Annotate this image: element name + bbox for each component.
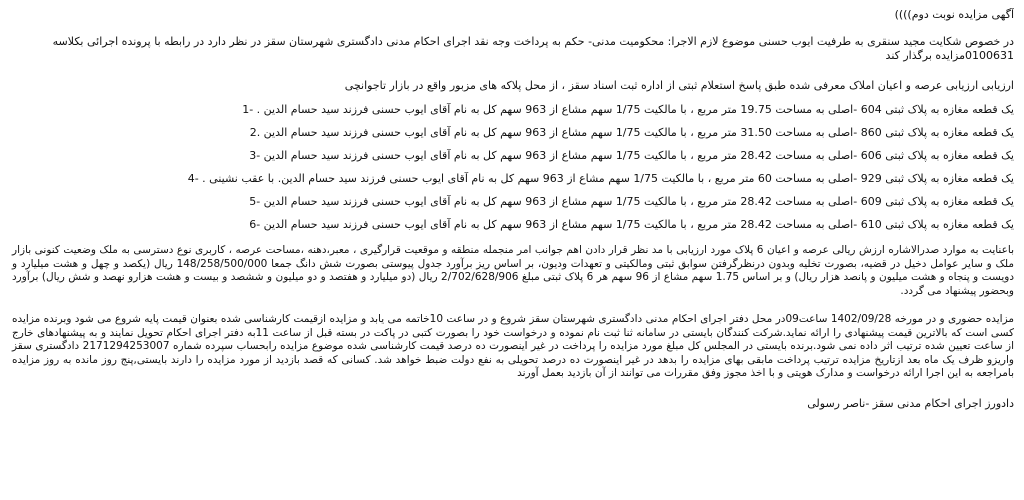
list-item: یک قطعه مغازه به پلاک ثبتی 610 -اصلی به مساحت 28.42 متر مربع ، با مالکیت 1/75 سهم مشاع از 963 سهم کل به نام آقای ایوب حسنی فرزند سید حسام الدین -6	[249, 218, 1014, 231]
list-item: یک قطعه مغازه به پلاک ثبتی 604 -اصلی به مساحت 19.75 متر مربع ، با مالکیت 1/75 سهم مشاع از 963 سهم کل به نام آقای ایوب حسنی فرزند سید حسام الدین . -1	[242, 103, 1014, 116]
auction-terms-paragraph: مزایده حضوری و در مورخه 1402/09/28 ساعت09در محل دفتر اجرای احکام مدنی دادگستری شهرستان سقز شروع و در ساعت 10خاتمه می یابد و مزایده ازقیمت کارشناسی شده بعنوان قیمت پایه شروع می شود وبرنده مزایده کسی است که بالاترین قیمت پیشنهادی را ارائه نماید.شرکت کنندگان بایستی در سامانه ثنا ثبت نام نموده و درخواست خود را بصورت کتبی در پاکت در بسته قبل از ساعت 11به دفتر اجرای احکام تحویل نمایند و به پیشنهادهای خارج از ساعت تعیین شده ترتیب اثر داده نمی شود.برنده بایستی در المجلس کل مبلغ مورد مزایده را پرداخت در غیر اینصورت ده درصد قیمت کارشناسی شده موضوع مزایده رابحساب سپرده شماره 2171294253007 دادگستری سقز واریزو ظرف یک ماه بعد ازتاریخ مزایده ترتیب پرداخت مابقی بهای مزایده را بدهد در غیر اینصورت ده درصد تحویلی به نفع دولت ضبط خواهد شد. کسانی که قصد بازدید از مورد مزایده را دارند بایستی,پنج روز مانده به روز مزایده بامراجعه به این اجرا ارائه درخواست و مدارک هویتی و با اخذ مجوز وفق مقررات می توانند از آن بازدید بعمل آورند	[12, 313, 1015, 379]
signature-line: دادورز اجرای احکام مدنی سقز -ناصر رسولی	[807, 396, 1014, 410]
evaluation-line: ارزیابی ارزیابی عرصه و اعیان املاک معرفی شده طبق پاسخ استعلام ثبتی از اداره ثبت اسناد سقز ، از محل پلاکه های مزبور واقع در بازار تاجوانچی	[344, 79, 1014, 92]
list-item: یک قطعه مغازه به پلاک ثبتی 929 -اصلی به مساحت 60 متر مربع ، با مالکیت 1/75 سهم مشاع از 963 سهم کل به نام آقای ایوب حسنی فرزند سید حسام الدین. با عقب نشینی . -4	[187, 172, 1014, 185]
intro-line-2: 0100631مزایده برگذار کند	[885, 49, 1014, 62]
list-item: یک قطعه مغازه به پلاک ثبتی 609 -اصلی به مساحت 28.42 متر مربع ، با مالکیت 1/75 سهم مشاع از 963 سهم کل به نام آقای ایوب حسنی فرزند سید حسام الدین -5	[249, 195, 1014, 208]
list-item: یک قطعه مغازه به پلاک ثبتی 606 -اصلی به مساحت 28.42 متر مربع ، با مالکیت 1/75 سهم مشاع از 963 سهم کل به نام آقای ایوب حسنی فرزند سید حسام الدین -3	[249, 149, 1014, 162]
intro-line-1: در خصوص شکایت مجید سنقری به طرفیت ایوب حسنی موضوع لازم الاجرا: محکومیت مدنی- حکم به پرداخت وجه نقد اجرای احکام مدنی دادگستری شهرستان سقز در نظر دارد در رابطه با پرونده اجرائی بکلاسه	[52, 35, 1014, 48]
list-item: یک قطعه مغازه به پلاک ثبتی 860 -اصلی به مساحت 31.50 متر مربع ، با مالکیت 1/75 سهم مشاع از 963 سهم کل به نام آقای ایوب حسنی فرزند سید حسام الدین .2	[249, 126, 1014, 139]
notice-title: آگهی مزایده نوبت دوم))))	[894, 8, 1014, 21]
valuation-paragraph: باعنایت به موارد صدرالاشاره ارزش ریالی عرصه و اعیان 6 پلاک مورد ارزیابی با مد نظر قرار دادن اهم جوانب امر منجمله منطقه و موقعیت قرارگیری ، معبر،دهنه ،مساحت عرصه ، کاربری نوع دسترسی به ملک وضعیت کنونی بازار ملک و سایر عوامل دخیل در قضیه، بصورت تخلیه وبدون درنظرگرفتن سوابق ثبتی ومالکیتی و تعهدات ودیون، بر اساس ریز برآورد جدول پیوستی بصورت شش دانگ جمعا 148/258/500/000 ریال (یکصد و چهل و هشت میلیارد و دویست و پنجاه و هشت میلیون و پانصد هزار ریال) و بر اساس 1.75 سهم مشاع از 96 سهم هر 6 پلاک ثبتی مبلغ 2/702/628/906 ریال (دو میلیارد و هفتصد و دو میلیون و ششصد و بیست و هشت هزارو نهصد و شش ریال) برآورد وبحضور پیشنهاد می گردد.	[12, 244, 1015, 297]
